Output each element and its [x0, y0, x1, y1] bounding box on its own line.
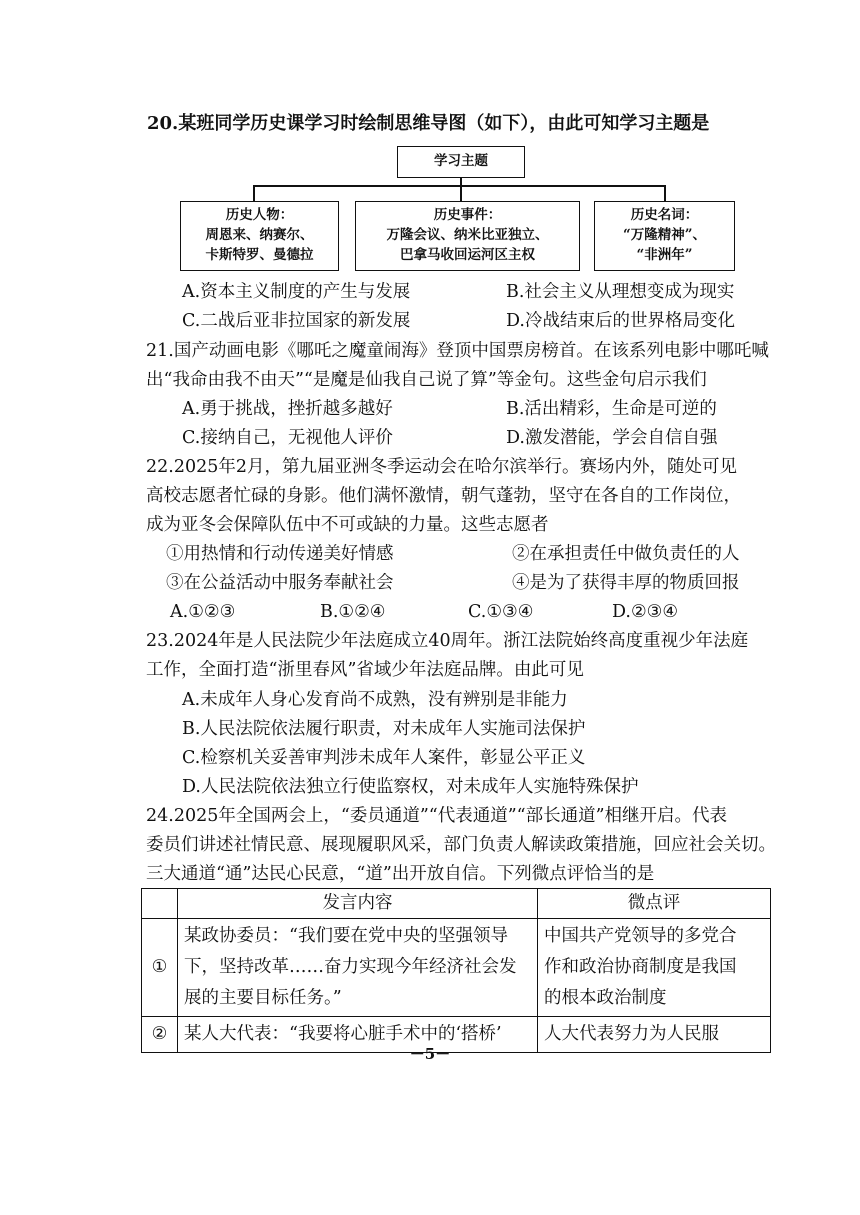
- mindmap-box-people: [180, 201, 339, 271]
- connector-middle: [460, 185, 462, 202]
- q21-option-c: C.接纳自己，无视他人评价: [182, 428, 393, 448]
- q22-option-a: A.①②③: [170, 602, 236, 622]
- q22-option-c: C.①③④: [468, 602, 534, 622]
- q22-stem-line2: 高校志愿者忙碌的身影。他们满怀激情，朝气蓬勃，坚守在各自的工作岗位，: [146, 486, 741, 506]
- q23-stem-line2: 工作，全面打造“浙里春风”省域少年法庭品牌。由此可见: [146, 660, 584, 680]
- mindmap-root: [397, 146, 525, 178]
- q23-option-b: B.人民法院依法履行职责，对未成年人实施司法保护: [182, 719, 586, 739]
- q24-stem-line3: 三大通道“通”达民心民意，“道”出开放自信。下列微点评恰当的是: [146, 864, 655, 884]
- q22-statement-4: ④是为了获得丰厚的物质回报: [512, 573, 740, 593]
- box-events-title: 历史事件：: [433, 207, 502, 223]
- table-row-num: ②: [142, 1017, 178, 1053]
- q21-option-d: D.激发潜能，学会自信自强: [506, 428, 718, 448]
- content-line: 某人大代表：“我要将心脏手术中的‘搭桥’: [184, 1024, 502, 1044]
- table-header-num: [142, 889, 178, 919]
- q20-stem: 20.某班同学历史课学习时绘制思维导图（如下），由此可知学习主题是: [147, 113, 710, 134]
- q23-option-d: D.人民法院依法独立行使监察权，对未成年人实施特殊保护: [182, 777, 639, 797]
- mindmap-box-events: [355, 201, 580, 271]
- q23-option-c: C.检察机关妥善审判涉未成年人案件，彰显公平正义: [182, 748, 586, 768]
- page-number: －5－: [409, 1045, 451, 1063]
- table-header-content: 发言内容: [178, 889, 538, 919]
- mindmap-root-label: 学习主题: [434, 153, 488, 169]
- table-row-comment: [538, 919, 771, 1017]
- content-line: 某政协委员：“我们要在党中央的坚强领导: [184, 926, 508, 946]
- box-terms-title: 历史名词：: [630, 207, 699, 223]
- connector-right: [664, 185, 666, 202]
- box-people-line1: 周恩来、纳赛尔、: [205, 227, 314, 243]
- q20-option-b: B.社会主义从理想变成为现实: [506, 282, 735, 302]
- q21-stem-line2: 出“我命由我不由天”“是魔是仙我自己说了算”等金句。这些金句启示我们: [146, 370, 707, 390]
- table-header-comment: 微点评: [538, 889, 771, 919]
- q23-stem-line1: 23.2024年是人民法院少年法庭成立40周年。浙江法院始终高度重视少年法庭: [146, 631, 749, 651]
- q21-option-a: A.勇于挑战，挫折越多越好: [182, 399, 393, 419]
- box-events-line1: 万隆会议、纳米比亚独立、: [386, 227, 549, 243]
- q23-option-a: A.未成年人身心发育尚不成熟，没有辨别是非能力: [182, 690, 568, 710]
- box-people-line2: 卡斯特罗、曼德拉: [205, 247, 314, 263]
- table-row-num: ①: [142, 919, 178, 1017]
- comment-line: 作和政治协商制度是我国: [544, 957, 737, 977]
- q21-option-b: B.活出精彩，生命是可逆的: [506, 399, 717, 419]
- content-line: 展的主要目标任务。”: [184, 988, 342, 1008]
- mindmap-box-terms: [594, 201, 735, 271]
- q24-table: [141, 888, 771, 1053]
- box-terms-line1: “万隆精神”、: [622, 227, 707, 243]
- q24-stem-line1: 24.2025年全国两会上，“委员通道”“代表通道”“部长通道”相继开启。代表: [146, 806, 728, 826]
- box-terms-line2: “非洲年”: [636, 247, 693, 263]
- connector-left: [253, 185, 255, 202]
- content-line: 下，坚持改革……奋力实现今年经济社会发: [184, 957, 517, 977]
- q22-option-b: B.①②④: [320, 602, 386, 622]
- q20-option-d: D.冷战结束后的世界格局变化: [506, 311, 735, 331]
- q22-stem-line1: 22.2025年2月，第九届亚洲冬季运动会在哈尔滨举行。赛场内外，随处可见: [146, 457, 737, 477]
- q22-statement-3: ③在公益活动中服务奉献社会: [166, 573, 394, 593]
- q20-option-a: A.资本主义制度的产生与发展: [182, 282, 411, 302]
- q22-stem-line3: 成为亚冬会保障队伍中不可或缺的力量。这些志愿者: [146, 515, 549, 535]
- table-row-content: [178, 919, 538, 1017]
- q24-stem-line2: 委员们讲述社情民意、展现履职风采，部门负责人解读政策措施，回应社会关切。: [146, 835, 776, 855]
- box-events-line2: 巴拿马收回运河区主权: [400, 247, 535, 263]
- q21-stem-line1: 21.国产动画电影《哪吒之魔童闹海》登顶中国票房榜首。在该系列电影中哪吒喊: [146, 341, 769, 361]
- box-people-title: 历史人物：: [225, 207, 294, 223]
- connector-horizontal: [253, 185, 665, 187]
- comment-line: 的根本政治制度: [544, 988, 667, 1008]
- table-row: [142, 919, 771, 1017]
- q20-option-c: C.二战后亚非拉国家的新发展: [182, 311, 411, 331]
- q22-statement-2: ②在承担责任中做负责任的人: [512, 544, 740, 564]
- comment-line: 人大代表努力为人民服: [544, 1024, 719, 1044]
- q22-option-d: D.②③④: [612, 602, 679, 622]
- comment-line: 中国共产党领导的多党合: [544, 926, 737, 946]
- table-header-row: [142, 889, 771, 919]
- q22-statement-1: ①用热情和行动传递美好情感: [166, 544, 394, 564]
